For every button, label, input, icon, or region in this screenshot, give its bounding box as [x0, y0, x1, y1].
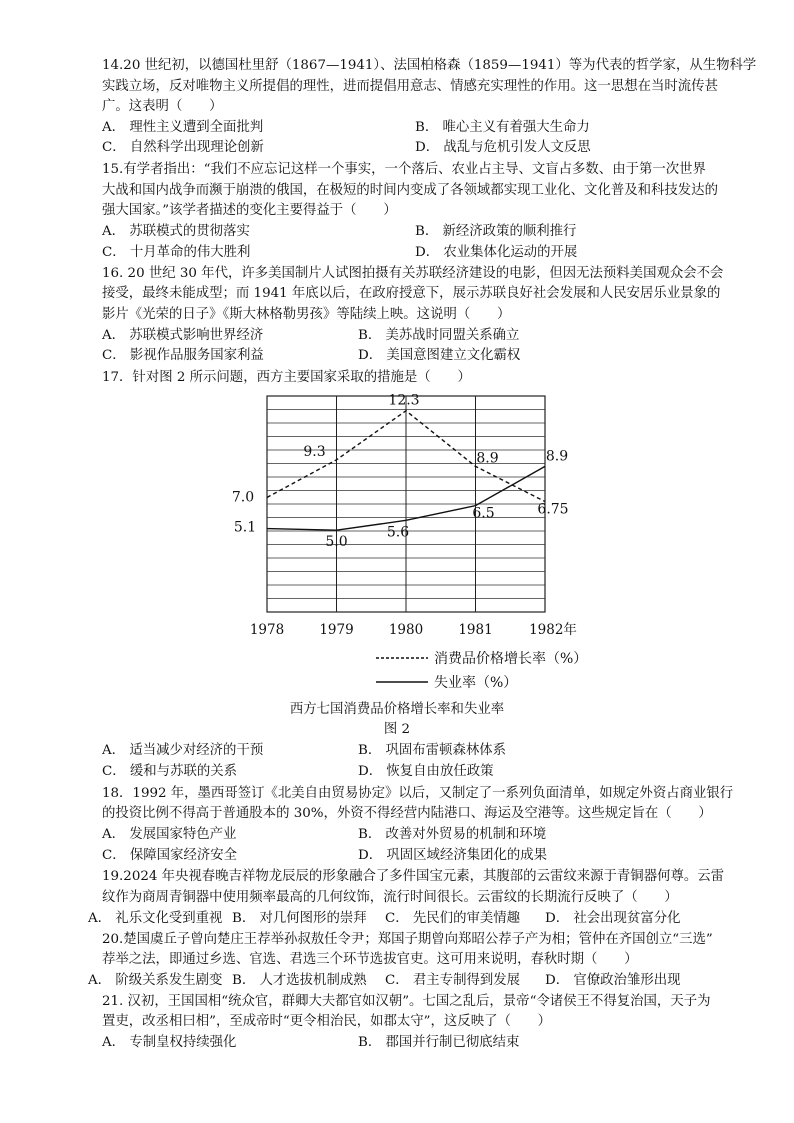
x-tick-label: 1982年	[529, 622, 577, 638]
q19-stem-line-2: 纹作为商周青铜器中使用频率最高的几何纹饰，流行时间很长。云雷纹的长期流行反映了（ ）	[102, 890, 678, 905]
q14-option-d: D． 战乱与危机引发人文反思	[415, 140, 591, 155]
q14-option-b: B． 唯心主义有着强大生命力	[415, 120, 590, 135]
q18-option-c: C． 保障国家经济安全	[102, 848, 238, 863]
figure-2-line-chart	[230, 390, 610, 695]
q17-option-a: A． 适当减少对经济的干预	[102, 743, 264, 758]
q15-stem-line-1: 15.有学者指出：“我们不应忘记这样一个事实，一个落后、农业占主导、文盲占多数、由于第一次世界	[102, 162, 706, 177]
figure-label: 图 2	[383, 722, 411, 737]
q15-stem-line-2: 大战和国内战争而濒于崩溃的俄国，在极短的时间内变成了各领域都实现工业化、文化普及和科技发达的	[102, 183, 718, 198]
q18-stem-line-2: 的投资比例不得高于普通股本的 30%，外资不得经营内陆港口、海运及空港等。这些规定旨在（ ）	[102, 806, 712, 821]
x-tick-label: 1981	[458, 622, 493, 638]
q20-stem-line-1: 20.楚国虞丘子曾向楚庄王荐举孙叔敖任令尹；郑国子期曾向郑昭公荐子产为相；管仲在齐国创立“三选”	[102, 932, 713, 947]
q15-stem-line-3: 强大国家。”该学者描述的变化主要得益于（ ）	[102, 203, 397, 218]
q20-option-b: B． 人才选拔机制成熟	[232, 973, 367, 988]
q19-option-d: D． 社会出现贫富分化	[545, 911, 681, 926]
q16-stem-line-3: 影片《光荣的日子》《斯大林格勒男孩》等陆续上映。这说明（ ）	[102, 307, 511, 322]
chart-caption: 西方七国消费品价格增长率和失业率	[289, 702, 505, 717]
q16-stem-line-1: 16. 20 世纪 30 年代，许多美国制片人试图拍摄有关苏联经济建设的电影，但因无法预料美国观众会不会	[102, 266, 724, 281]
x-tick-label: 1980	[388, 622, 424, 638]
q18-option-a: A． 发展国家特色产业	[102, 827, 237, 842]
data-label: 8.9	[476, 450, 499, 467]
q18-option-b: B． 改善对外贸易的机制和环境	[358, 827, 547, 842]
q15-option-b: B． 新经济政策的顺利推行	[415, 224, 577, 239]
q17-option-c: C． 缓和与苏联的关系	[102, 764, 238, 779]
q15-option-a: A． 苏联模式的贯彻落实	[102, 224, 250, 239]
chart-grid	[267, 396, 545, 612]
data-label: 5.1	[233, 519, 257, 536]
q14-option-a: A． 理性主义遭到全面批判	[102, 120, 264, 135]
legend-label: 消费品价格增长率（%）	[434, 651, 588, 667]
q14-option-c: C． 自然科学出现理论创新	[102, 140, 264, 155]
q19-option-c: C． 先民们的审美情趣	[385, 911, 521, 926]
data-label: 7.0	[231, 489, 255, 506]
x-tick-label: 1979	[319, 622, 354, 638]
x-tick-label: 1978	[249, 622, 285, 638]
q21-stem-line-2: 置吏，改丞相曰相”，至成帝时“更令相治民，如郡太守”，这反映了（ ）	[102, 1014, 552, 1029]
data-label: 6.75	[537, 501, 569, 518]
x-axis-ticks	[250, 621, 577, 638]
data-label: 8.9	[545, 448, 569, 465]
q19-option-a: A． 礼乐文化受到重视	[88, 911, 223, 926]
q16-option-c: C． 影视作品服务国家利益	[102, 348, 264, 363]
legend-label: 失业率（%）	[434, 675, 518, 691]
q16-option-a: A． 苏联模式影响世界经济	[102, 328, 264, 343]
q14-stem-line-3: 广。这表明（ ）	[102, 99, 223, 114]
q18-stem-line-1: 18．1992 年，墨西哥签订《北美自由贸易协定》以后，又制定了一系列负面清单，如规定外资占商业银行	[102, 786, 734, 801]
q15-option-c: C． 十月革命的伟大胜利	[102, 245, 251, 260]
data-label: 5.0	[325, 534, 348, 551]
q21-stem-line-1: 21. 汉初，王国国相“统众官，群卿大夫都官如汉朝”。七国之乱后，景帝“令诸侯王不得复治国，天子为	[102, 994, 711, 1009]
q21-option-b: B． 郡国并行制已彻底结束	[358, 1035, 520, 1050]
q16-stem-line-2: 接受，最终未能成型；而 1941 年底以后，在政府授意下，展示苏联良好社会发展和人民安居乐业景象的	[102, 286, 721, 301]
q17-stem: 17．针对图 2 所示问题，西方主要国家采取的措施是（ ）	[102, 370, 471, 385]
q20-stem-line-2: 荐举之法，即通过乡选、官选、君选三个环节选拔官吏。这可用来说明，春秋时期（ ）	[102, 952, 638, 967]
data-label: 5.6	[386, 524, 410, 541]
chart-legend	[376, 650, 587, 691]
series-layer	[232, 393, 569, 550]
q19-stem-line-1: 19.2024 年央视春晚吉祥物龙辰辰的形象融合了多件国宝元素，其腹部的云雷纹来源于青铜器何尊。云雷	[102, 869, 725, 884]
q19-option-b: B． 对几何图形的崇拜	[232, 911, 367, 926]
q15-option-d: D． 农业集体化运动的开展	[415, 245, 578, 260]
data-label: 12.3	[388, 392, 420, 409]
q20-option-a: A． 阶级关系发生剧变	[88, 973, 223, 988]
q17-option-d: D． 恢复自由放任政策	[358, 764, 494, 779]
q20-option-c: C． 君主专制得到发展	[385, 973, 521, 988]
q18-option-d: D． 巩固区域经济集团化的成果	[358, 848, 548, 863]
q17-option-b: B． 巩固布雷顿森林体系	[358, 743, 507, 758]
q20-option-d: D． 官僚政治雏形出现	[545, 973, 681, 988]
data-label: 6.5	[472, 505, 495, 522]
q14-stem-line-1: 14.20 世纪初，以德国杜里舒（1867—1941）、法国柏格森（1859—1941）等为代表的哲学家，从生物科学	[102, 58, 757, 73]
q21-option-a: A． 专制皇权持续强化	[102, 1035, 237, 1050]
q14-stem-line-2: 实践立场，反对唯物主义所提倡的理性，进而提倡用意志、情感充实理性的作用。这一思想在当时流传甚	[102, 79, 718, 94]
q16-option-d: D． 美国意图建立文化霸权	[358, 348, 521, 363]
q16-option-b: B． 美苏战时同盟关系确立	[358, 328, 520, 343]
data-label: 9.3	[303, 443, 326, 460]
